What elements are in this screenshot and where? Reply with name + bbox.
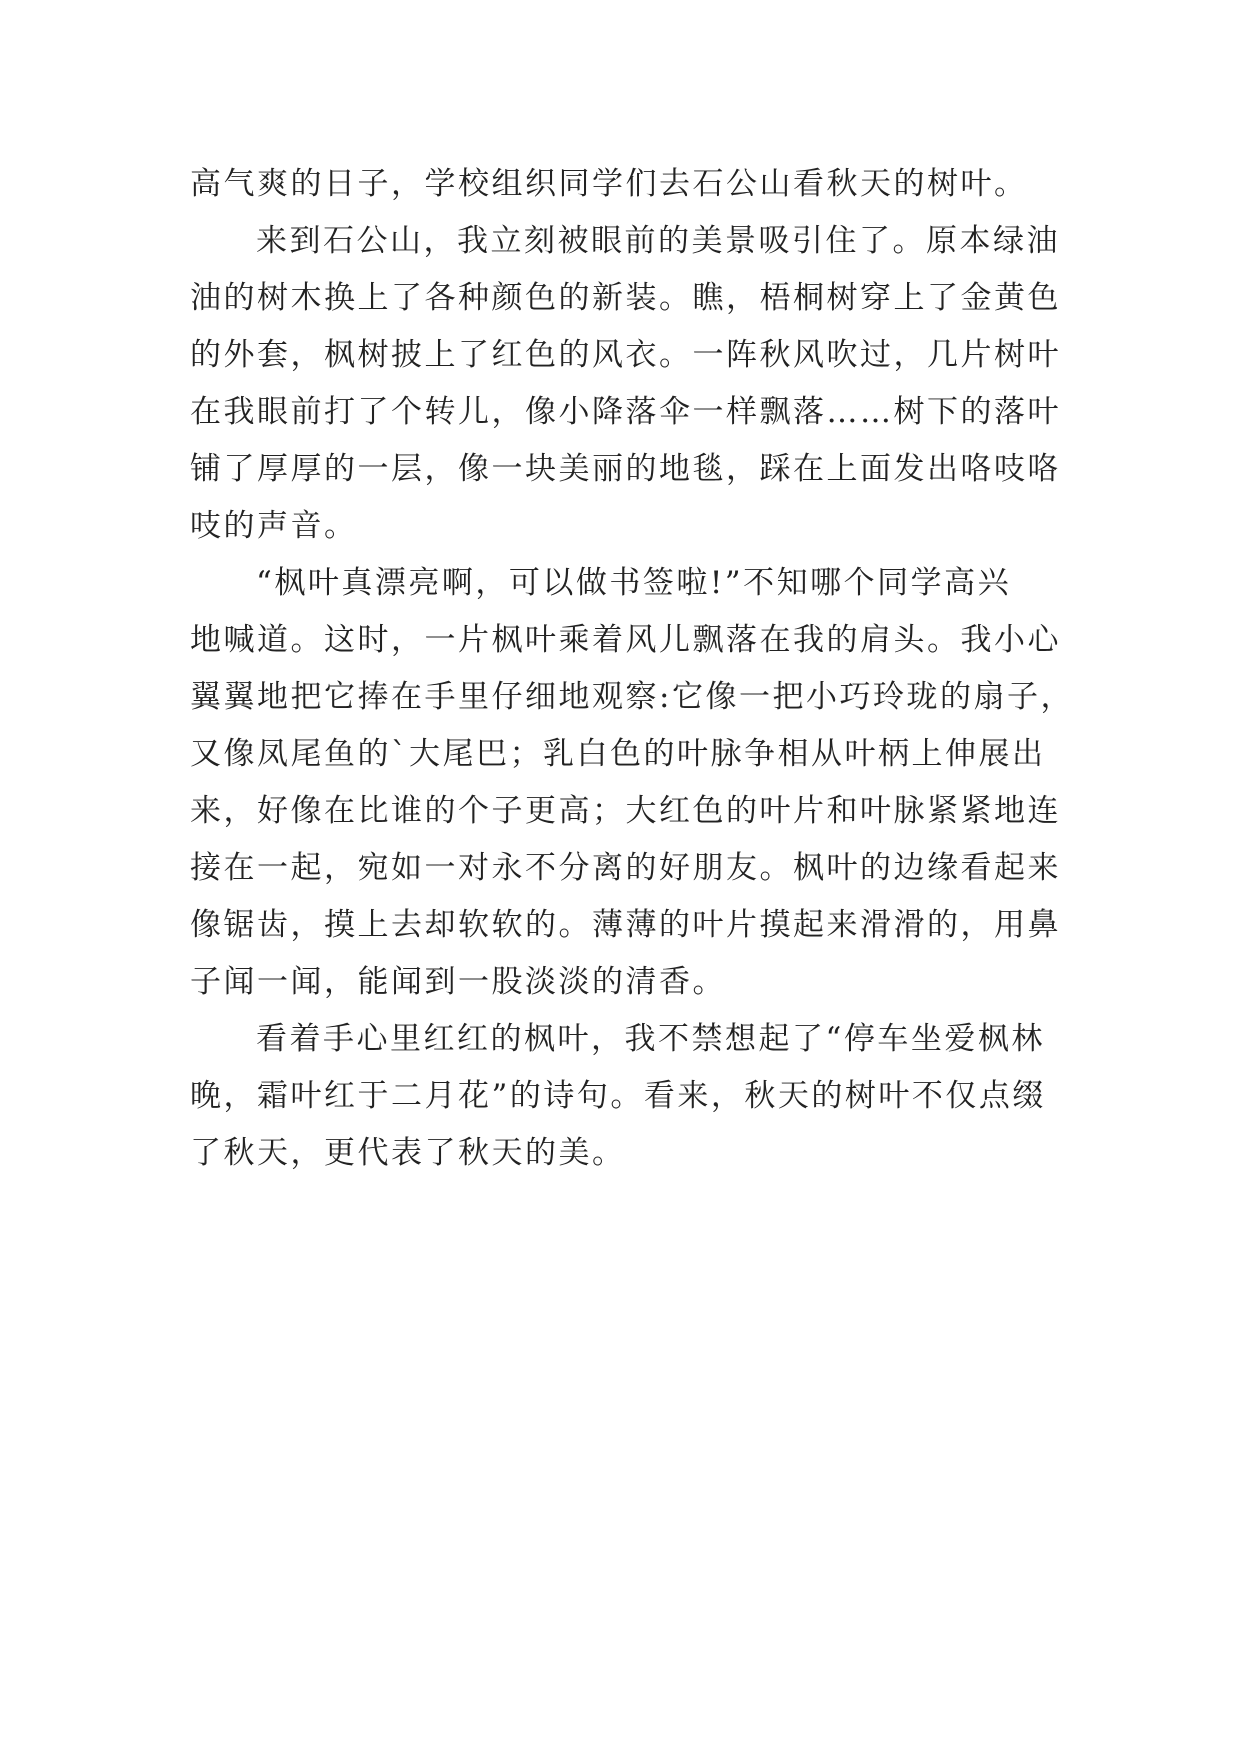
text-line: 翼翼地把它捧在手里仔细地观察:它像一把小巧玲珑的扇子，: [190, 679, 1074, 715]
text-line: 晚，霜叶红于二月花”的诗句。看来，秋天的树叶不仅点缀: [190, 1078, 1046, 1114]
text-line: 又像凤尾鱼的`大尾巴；乳白色的叶脉争相从叶柄上伸展出: [190, 736, 1046, 772]
text-line: 看着手心里红红的枫叶，我不禁想起了“停车坐爱枫林: [256, 1021, 1045, 1057]
text-line: 油的树木换上了各种颜色的新装。瞧，梧桐树穿上了金黄色: [190, 280, 1061, 316]
text-line: 子闻一闻，能闻到一股淡淡的清香。: [190, 964, 726, 1000]
text-line: 像锯齿，摸上去却软软的。薄薄的叶片摸起来滑滑的，用鼻: [190, 907, 1061, 943]
text-line: 铺了厚厚的一层，像一块美丽的地毯，踩在上面发出咯吱咯: [190, 451, 1061, 487]
text-line: 地喊道。这时，一片枫叶乘着风儿飘落在我的肩头。我小心: [190, 622, 1061, 658]
text-line: 来到石公山，我立刻被眼前的美景吸引住了。原本绿油: [256, 223, 1060, 259]
text-line: 高气爽的日子，学校组织同学们去石公山看秋天的树叶。: [190, 166, 1028, 202]
essay-body: [190, 156, 1074, 1182]
text-line: 在我眼前打了个转儿，像小降落伞一样飘落……树下的落叶: [190, 394, 1061, 430]
text-line: 吱的声音。: [190, 508, 358, 544]
text-line: “枫叶真漂亮啊，可以做书签啦!”不知哪个同学高兴: [256, 565, 1012, 601]
text-line: 接在一起，宛如一对永不分离的好朋友。枫叶的边缘看起来: [190, 850, 1061, 886]
text-line: 的外套，枫树披上了红色的风衣。一阵秋风吹过，几片树叶: [190, 337, 1061, 373]
text-line: 来，好像在比谁的个子更高；大红色的叶片和叶脉紧紧地连: [190, 793, 1061, 829]
text-line: 了秋天，更代表了秋天的美。: [190, 1135, 626, 1171]
